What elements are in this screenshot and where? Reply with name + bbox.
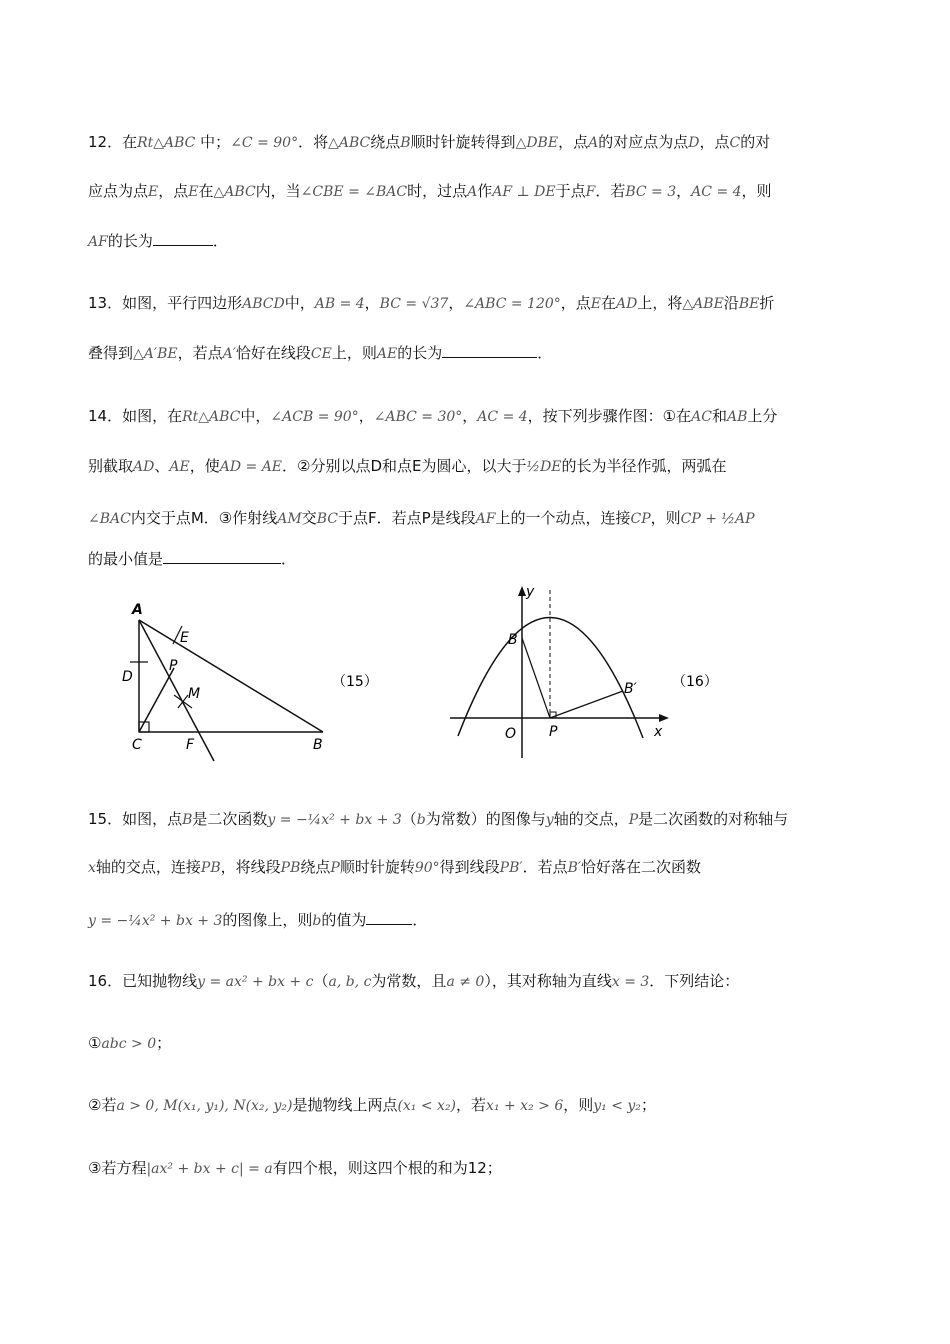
math-expr: b: [312, 913, 322, 929]
math-expr: AC = 4: [477, 409, 528, 425]
math-expr: B′: [567, 860, 582, 876]
text-run: ．: [212, 232, 228, 250]
math-expr: ½DE: [526, 459, 562, 475]
fig15-label-b: B: [313, 737, 323, 753]
math-expr: AD: [616, 296, 638, 312]
text-run: 和: [711, 407, 727, 425]
text-run: ．: [537, 344, 553, 362]
math-expr: CE: [310, 346, 332, 362]
math-expr: AE: [376, 346, 398, 362]
text-run: ），其对称轴为直线: [484, 972, 612, 990]
text-run: 顺时针旋转: [339, 858, 415, 876]
text-run: （: [313, 972, 329, 990]
text-run: 应点为点: [88, 182, 149, 200]
text-run: ，: [358, 407, 374, 425]
text-run: ，则: [650, 509, 681, 527]
math-expr: b: [416, 812, 426, 828]
text-run: 内，当: [255, 182, 301, 200]
text-run: （: [401, 810, 417, 828]
text-run: 作: [477, 182, 493, 200]
text-run: 得到线段: [439, 858, 500, 876]
math-expr: E: [148, 184, 159, 200]
math-expr: y = ax² + bx + c: [197, 974, 314, 990]
text-run: ，按下列步骤作图：①在: [527, 407, 692, 425]
text-run: 在: [198, 182, 214, 200]
text-run: ．将: [298, 133, 329, 151]
math-expr: P: [330, 860, 340, 876]
text-run: 13．如图，平行四边形: [88, 294, 243, 312]
math-expr: △ABE: [682, 296, 724, 312]
q14-line-4: [88, 548, 296, 570]
text-run: 恰好在线段: [235, 344, 311, 362]
text-run: 12．在: [88, 133, 138, 151]
text-run: 是二次函数: [192, 810, 268, 828]
math-expr: B: [400, 135, 411, 151]
math-expr: AE: [169, 459, 190, 475]
math-expr: 90°: [414, 860, 440, 876]
text-run: 的值为: [321, 911, 367, 929]
text-run: 沿: [723, 294, 739, 312]
fig16-label-o: O: [505, 726, 517, 742]
text-run: ．下列结论：: [649, 972, 740, 990]
text-run: 的最小值是: [88, 550, 164, 568]
text-run: ．若: [595, 182, 626, 200]
text-run: 是抛物线上两点: [292, 1096, 398, 1114]
figure-16-parabola: [440, 578, 730, 768]
q14-line-3: [88, 507, 755, 530]
math-expr: BC = √37: [379, 296, 449, 312]
text-run: ，点: [699, 133, 730, 151]
math-expr: ∠ABC = 120°: [463, 296, 561, 312]
q16-conclusion-2: [88, 1094, 656, 1117]
math-expr: ∠CBE = ∠BAC: [300, 184, 408, 200]
text-run: ；: [640, 1096, 656, 1114]
fig15-label-a: A: [132, 602, 143, 618]
math-expr: △A′BE: [133, 346, 178, 362]
math-expr: A: [467, 184, 478, 200]
text-run: 中，: [240, 407, 271, 425]
math-expr: AF: [475, 511, 496, 527]
math-expr: AF ⊥ DE: [492, 184, 556, 200]
text-run: ．②分别以点D和点E为圆心，以大于: [282, 457, 527, 475]
math-expr: BC = 3: [625, 184, 677, 200]
text-run: 的长为: [107, 232, 153, 250]
text-run: 的长为半径作弧，两弧在: [561, 457, 727, 475]
fig15-label-p: P: [169, 658, 178, 674]
text-run: ，点: [558, 133, 589, 151]
text-run: ，: [676, 182, 692, 200]
text-run: 上的一个动点，连接: [495, 509, 631, 527]
text-run: 上分: [747, 407, 778, 425]
text-run: 的对: [740, 133, 771, 151]
text-run: ；: [156, 1034, 172, 1052]
q12-line-3: [88, 230, 228, 253]
fig15-label-e: E: [180, 630, 189, 646]
math-expr: abc > 0: [101, 1036, 157, 1052]
math-expr: y₁ < y₂: [593, 1098, 641, 1114]
text-run: ，: [462, 407, 478, 425]
text-run: 的长为: [397, 344, 443, 362]
text-run: ，: [448, 294, 464, 312]
math-expr: PB: [280, 860, 301, 876]
fig16-label-b: B: [508, 632, 518, 648]
answer-blank[interactable]: [153, 231, 213, 246]
text-run: 有四个根，则这四个根的和为12；: [272, 1159, 502, 1177]
q16-stem: [88, 970, 739, 993]
math-expr: ∠ABC = 30°: [373, 409, 463, 425]
fig16-label-y: y: [526, 584, 535, 600]
math-expr: △DBE: [515, 135, 559, 151]
text-run: 时，过点: [407, 182, 468, 200]
math-expr: Rt△ABC: [182, 409, 241, 425]
text-run: 为常数）的图像与: [425, 810, 546, 828]
math-expr: a, b, c: [328, 974, 372, 990]
text-run: 16．已知抛物线: [88, 972, 198, 990]
math-expr: y = −¼x² + bx + 3: [267, 812, 402, 828]
math-expr: ∠BAC: [88, 511, 131, 527]
q12-line-1: [88, 131, 770, 154]
q16-conclusion-3: [88, 1157, 502, 1180]
text-run: 交: [301, 509, 317, 527]
text-run: 的对应点为点: [598, 133, 689, 151]
fig15-label-d: D: [122, 669, 133, 685]
q12-line-2: [88, 180, 772, 203]
math-expr: x = 3: [611, 974, 650, 990]
math-expr: E: [188, 184, 199, 200]
math-expr: ABCD: [242, 296, 285, 312]
text-run: 14．如图，在: [88, 407, 183, 425]
text-run: 上，则: [331, 344, 377, 362]
text-run: ．: [412, 911, 428, 929]
fig15-label-f: F: [186, 737, 195, 753]
math-expr: △ABC: [328, 135, 371, 151]
math-expr: CP + ½AP: [680, 511, 755, 527]
text-run: 恰好落在二次函数: [581, 858, 702, 876]
text-run: 中；: [195, 133, 231, 151]
text-run: 上，将: [637, 294, 683, 312]
text-run: 叠得到: [88, 344, 134, 362]
answer-blank[interactable]: [163, 549, 281, 564]
text-run: 、: [154, 457, 170, 475]
q16-conclusion-1: [88, 1032, 171, 1055]
text-run: 折: [759, 294, 775, 312]
text-run: 绕点: [300, 858, 331, 876]
math-expr: (x₁ < x₂): [397, 1098, 457, 1114]
text-run: ，点: [158, 182, 189, 200]
text-run: 顺时针旋转得到: [410, 133, 516, 151]
answer-blank[interactable]: [442, 343, 537, 358]
math-expr: x₁ + x₂ > 6: [486, 1098, 564, 1114]
text-run: 于点: [555, 182, 586, 200]
math-expr: AD: [133, 459, 155, 475]
text-run: 为常数，且: [371, 972, 447, 990]
math-expr: AM: [277, 511, 302, 527]
q15-line-1: [88, 808, 788, 831]
math-expr: F: [585, 184, 596, 200]
math-expr: AC: [691, 409, 712, 425]
math-expr: P: [628, 812, 639, 828]
q15-line-2: [88, 856, 701, 879]
math-expr: AC = 4: [691, 184, 742, 200]
text-run: 中，: [284, 294, 315, 312]
text-run: 在: [601, 294, 617, 312]
text-run: 别截取: [88, 457, 134, 475]
q14-line-2: [88, 455, 727, 478]
math-expr: CP: [630, 511, 651, 527]
fig16-caption: （16）: [672, 674, 718, 690]
math-expr: AF: [88, 234, 108, 250]
math-expr: y = −¼x² + bx + 3: [88, 913, 223, 929]
text-run: ，将线段: [220, 858, 281, 876]
fig16-label-p: P: [549, 724, 558, 740]
figure-15-triangle: [110, 598, 440, 768]
text-run: ．若点: [522, 858, 568, 876]
text-run: ，若: [456, 1096, 487, 1114]
text-run: 于点F．若点P是线段: [337, 509, 476, 527]
text-run: ②若: [88, 1096, 117, 1114]
math-expr: △ABC: [213, 184, 256, 200]
text-run: 内交于点M．③作射线: [130, 509, 278, 527]
math-expr: |ax² + bx + c| = a: [146, 1161, 273, 1177]
math-expr: a > 0, M(x₁, y₁), N(x₂, y₂): [116, 1098, 293, 1114]
math-expr: PB′: [499, 860, 523, 876]
math-expr: E: [590, 296, 602, 312]
math-expr: y: [545, 812, 554, 828]
math-expr: BC: [316, 511, 338, 527]
q13-line-2: [88, 342, 552, 365]
text-run: 的图像上，则: [222, 911, 313, 929]
math-expr: BE: [738, 296, 760, 312]
math-expr: ∠C = 90°: [230, 135, 299, 151]
text-run: ①: [88, 1034, 102, 1052]
text-run: ，则: [563, 1096, 594, 1114]
text-run: ，则: [741, 182, 772, 200]
text-run: 轴的交点，: [553, 810, 629, 828]
math-expr: AD = AE: [219, 459, 283, 475]
math-expr: PB: [200, 860, 221, 876]
math-expr: B: [182, 812, 193, 828]
fig16-label-x: x: [654, 724, 663, 740]
math-expr: a ≠ 0: [446, 974, 485, 990]
q13-line-1: [88, 292, 774, 315]
math-expr: D: [688, 135, 700, 151]
fig15-caption: （15）: [332, 674, 378, 690]
fig15-label-c: C: [132, 737, 142, 753]
answer-blank[interactable]: [366, 910, 412, 925]
text-run: ③若方程: [88, 1159, 147, 1177]
q14-line-1: [88, 405, 777, 428]
text-run: ，若点: [177, 344, 223, 362]
text-run: 绕点: [370, 133, 401, 151]
text-run: 轴的交点，连接: [95, 858, 201, 876]
text-run: ．: [281, 550, 297, 568]
math-expr: C: [729, 135, 741, 151]
math-expr: A: [588, 135, 599, 151]
text-run: ，: [364, 294, 380, 312]
fig16-label-b-prime: B′: [624, 681, 637, 697]
text-run: 是二次函数的对称轴与: [638, 810, 789, 828]
text-run: ，点: [560, 294, 591, 312]
math-expr: A′: [222, 346, 236, 362]
math-expr: Rt△ABC: [137, 135, 196, 151]
fig15-label-m: M: [188, 686, 201, 702]
math-expr: x: [88, 860, 96, 876]
math-expr: AB: [726, 409, 748, 425]
q15-line-3: [88, 909, 427, 932]
text-run: 15．如图，点: [88, 810, 183, 828]
text-run: ，使: [189, 457, 220, 475]
math-expr: ∠ACB = 90°: [270, 409, 359, 425]
math-expr: AB = 4: [314, 296, 365, 312]
